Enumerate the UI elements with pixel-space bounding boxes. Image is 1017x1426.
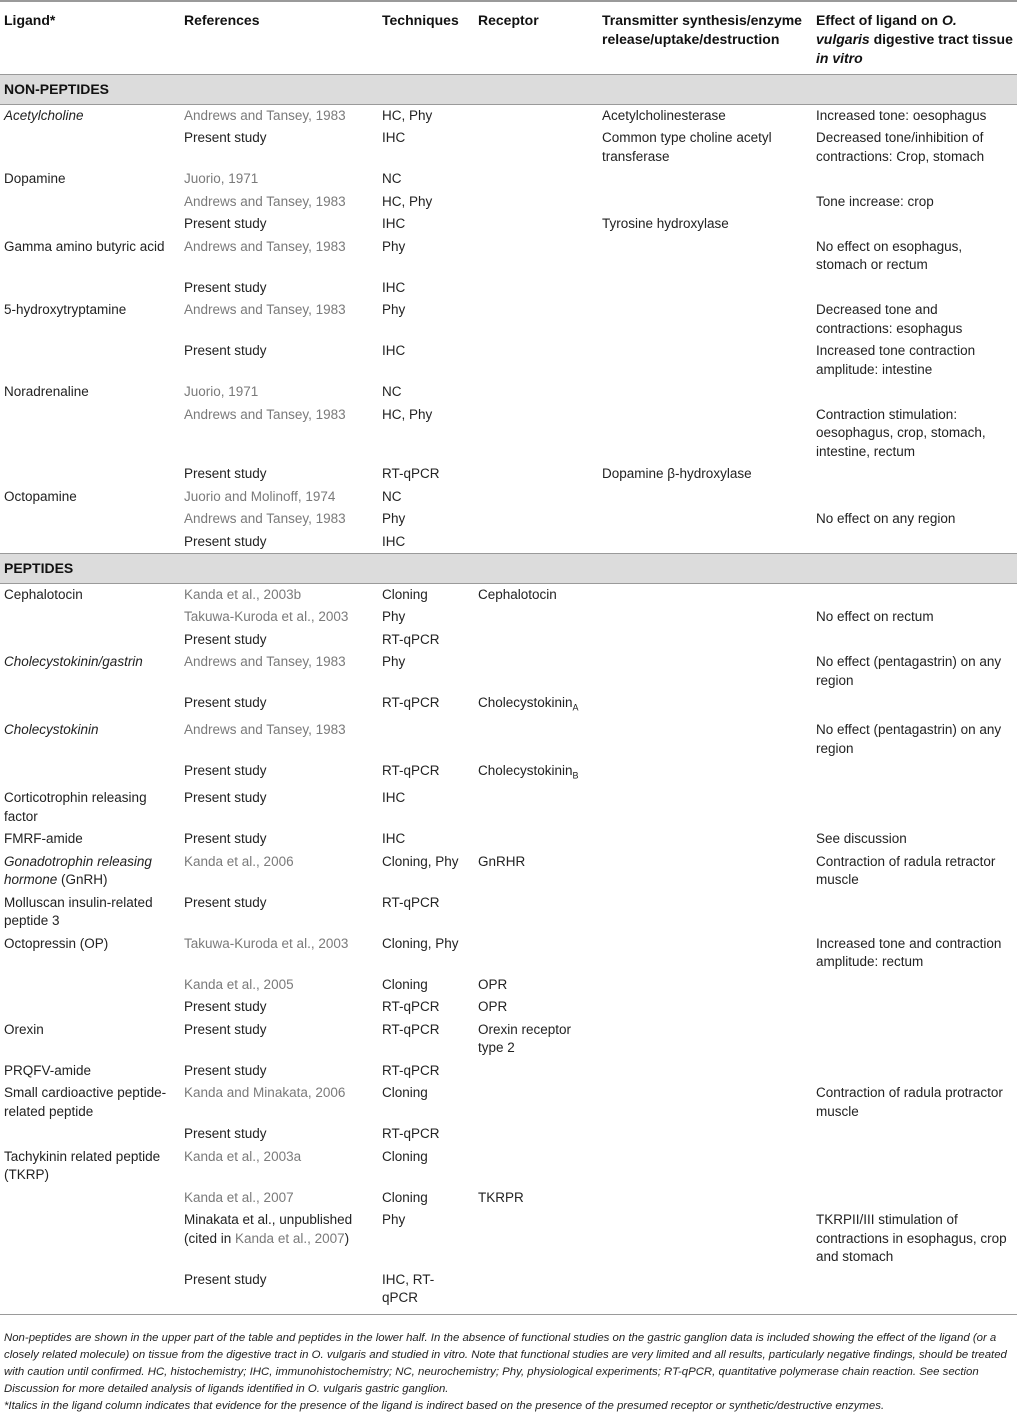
table-row	[0, 1123, 1017, 1146]
ligand-cell	[0, 213, 180, 236]
technique-cell: Cloning	[382, 1085, 428, 1101]
transmitter-cell	[598, 1019, 812, 1060]
receptor-cell	[474, 404, 598, 464]
technique-cell: IHC, RT-qPCR	[378, 1269, 474, 1315]
reference-cell: Present study	[184, 763, 267, 779]
reference-cell: Andrews and Tansey, 1983	[184, 238, 346, 254]
col-header-transmitter: Transmitter synthesis/enzyme release/uptake/destruction	[602, 12, 802, 47]
effect-cell	[812, 760, 1017, 787]
receptor-cell	[474, 1082, 598, 1123]
transmitter-cell	[598, 583, 812, 606]
technique-cell: NC	[382, 488, 402, 504]
reference-cell: Minakata et al., unpublished (cited in Kanda et al., 2007)	[184, 1212, 353, 1246]
ligand-cell	[0, 277, 180, 300]
receptor-cell: Cholecystokinin$_A$	[478, 695, 579, 713]
reference-cell: Present study	[180, 1269, 378, 1315]
technique-cell	[378, 719, 474, 760]
technique-cell: RT-qPCR	[382, 1126, 440, 1142]
ligand-cell	[0, 463, 180, 486]
footnote-abbreviations: Non-peptides are shown in the upper part of the table and peptides in the lower half. In the absence of functional studies on the gastric ganglion data is included showing the effect of the ligand (or a closely related molecule) on tissue from the digestive tract in O. vulgaris and studied in vitro. Note that functional studies are very limited and all results, particularly negative findings, should be treated with caution until confirmed. HC, histochemistry; IHC, immunohistochemistry; NC, neurochemistry; Phy, physiological experiments; RT-qPCR, quantitative polymerase chain reaction. See section Discussion for more detailed analysis of ligands identified in O. vulgaris gastric ganglion.	[4, 1332, 1007, 1395]
table-row	[0, 531, 1017, 554]
reference-cell: Andrews and Tansey, 1983	[184, 406, 346, 422]
table-row	[0, 104, 1017, 127]
reference-cell: Juorio, 1971	[184, 171, 259, 186]
ligand-cell: Dopamine	[4, 171, 66, 186]
reference-cell: Present study	[184, 216, 267, 231]
effect-cell: No effect (pentagastrin) on any region	[816, 654, 1002, 688]
table-row	[0, 1082, 1017, 1123]
technique-cell: RT-qPCR	[382, 466, 440, 481]
ligand-cell	[0, 340, 180, 381]
receptor-cell: Cephalotocin	[478, 586, 557, 602]
reference-cell: Kanda et al., 2003a	[184, 1148, 302, 1164]
effect-cell	[812, 996, 1017, 1019]
technique-cell: RT-qPCR	[382, 631, 440, 647]
technique-cell: Phy	[382, 238, 406, 254]
receptor-cell: Cholecystokinin$_B$	[478, 763, 579, 781]
reference-cell: Present study	[184, 279, 267, 295]
reference-cell: Juorio, 1971	[184, 384, 259, 399]
effect-cell	[812, 381, 1017, 404]
col-header-references: References	[184, 12, 260, 28]
technique-cell: NC	[382, 171, 402, 186]
transmitter-cell: Tyrosine hydroxylase	[602, 216, 729, 231]
receptor-cell	[474, 1146, 598, 1187]
transmitter-cell	[598, 531, 812, 554]
ligand-cell: Orexin	[4, 1021, 44, 1037]
technique-cell: RT-qPCR	[382, 695, 440, 710]
receptor-cell	[474, 381, 598, 404]
transmitter-cell	[598, 996, 812, 1019]
effect-cell: Increased tone: oesophagus	[816, 107, 987, 123]
ligand-cell	[0, 404, 180, 464]
transmitter-cell	[598, 651, 812, 692]
receptor-cell	[474, 299, 598, 340]
table-row	[0, 1187, 1017, 1210]
reference-cell: Present study	[184, 343, 267, 358]
reference-cell: Andrews and Tansey, 1983	[184, 722, 346, 738]
technique-cell: Phy	[382, 654, 406, 669]
ligand-cell	[0, 606, 180, 629]
effect-cell: Increased tone contraction amplitude: intestine	[816, 343, 976, 377]
reference-cell: Kanda and Minakata, 2006	[184, 1085, 346, 1101]
effect-cell	[812, 974, 1017, 997]
receptor-cell	[474, 508, 598, 531]
technique-cell: IHC	[382, 343, 406, 358]
reference-cell: Present study	[184, 1021, 267, 1037]
reference-cell: Present study	[184, 1062, 267, 1078]
ligand-cell	[0, 127, 180, 168]
ligand-cell	[0, 191, 180, 214]
table-row	[0, 651, 1017, 692]
table-row	[0, 1146, 1017, 1187]
effect-cell: Contraction of radula protractor muscle	[816, 1085, 1003, 1119]
technique-cell: RT-qPCR	[382, 1021, 440, 1037]
transmitter-cell	[598, 404, 812, 464]
receptor-cell	[474, 1269, 598, 1315]
section-peptides	[0, 554, 1017, 584]
receptor-cell	[474, 127, 598, 168]
technique-cell: Cloning	[382, 1189, 428, 1205]
effect-cell	[812, 168, 1017, 191]
technique-cell: HC, Phy	[382, 193, 433, 209]
technique-cell: IHC	[382, 831, 406, 847]
technique-cell: IHC	[382, 130, 406, 145]
effect-cell	[812, 486, 1017, 509]
table-header-row	[0, 1, 1017, 75]
receptor-cell	[474, 892, 598, 933]
effect-cell	[812, 213, 1017, 236]
effect-cell: Tone increase: crop	[816, 193, 934, 209]
receptor-cell: Orexin receptor type 2	[478, 1021, 572, 1056]
effect-cell: No effect on esophagus, stomach or rectum	[816, 238, 963, 272]
ligand-cell: Gonadotrophin releasing hormone (GnRH)	[4, 853, 152, 888]
table-row	[0, 583, 1017, 606]
table-row	[0, 1209, 1017, 1269]
technique-cell: NC	[382, 384, 402, 399]
ligand-cell	[0, 508, 180, 531]
transmitter-cell	[598, 1187, 812, 1210]
ligand-cell: Octopamine	[4, 488, 77, 504]
col-header-effect: Effect of ligand on O. vulgaris digestive tract tissue in vitro	[816, 12, 1013, 66]
transmitter-cell	[598, 1269, 812, 1315]
receptor-cell	[474, 1209, 598, 1269]
effect-cell: No effect on any region	[816, 511, 956, 526]
transmitter-cell	[598, 828, 812, 851]
ligand-cell	[0, 692, 180, 719]
technique-cell: Phy	[382, 302, 406, 317]
table-row	[0, 1019, 1017, 1060]
table-row	[0, 191, 1017, 214]
technique-cell: HC, Phy	[382, 406, 433, 422]
receptor-cell	[474, 191, 598, 214]
technique-cell: IHC	[382, 279, 406, 295]
table-row	[0, 787, 1017, 828]
transmitter-cell	[598, 1146, 812, 1187]
table-row	[0, 692, 1017, 719]
effect-cell	[812, 1187, 1017, 1210]
ligand-cell: PRQFV-amide	[4, 1062, 92, 1078]
table-row	[0, 340, 1017, 381]
transmitter-cell	[598, 851, 812, 892]
receptor-cell: OPR	[478, 976, 508, 992]
transmitter-cell	[598, 974, 812, 997]
receptor-cell	[474, 787, 598, 828]
transmitter-cell	[598, 191, 812, 214]
ligand-cell: Molluscan insulin-related peptide 3	[4, 894, 153, 929]
table-row	[0, 277, 1017, 300]
receptor-cell	[474, 606, 598, 629]
effect-cell	[812, 892, 1017, 933]
ligand-cell: Gamma amino butyric acid	[4, 238, 165, 254]
receptor-cell	[474, 719, 598, 760]
section-title: NON-PEPTIDES	[0, 75, 1017, 105]
effect-cell	[812, 277, 1017, 300]
reference-cell: Present study	[184, 790, 267, 806]
technique-cell: Cloning	[382, 1148, 428, 1164]
effect-cell: Decreased tone and contractions: esophagus	[816, 302, 963, 336]
transmitter-cell	[598, 508, 812, 531]
transmitter-cell	[598, 340, 812, 381]
technique-cell: IHC	[382, 790, 406, 806]
technique-cell: Cloning	[382, 976, 428, 992]
table-row	[0, 760, 1017, 787]
effect-cell: Increased tone and contraction amplitude: rectum	[816, 935, 1002, 970]
technique-cell: Cloning	[382, 586, 428, 602]
ligand-cell	[0, 996, 180, 1019]
ligand-cell	[0, 974, 180, 997]
receptor-cell	[474, 531, 598, 554]
reference-cell: Andrews and Tansey, 1983	[184, 654, 346, 669]
col-header-techniques: Techniques	[382, 12, 459, 28]
ligand-cell: FMRF-amide	[4, 831, 83, 847]
effect-cell: Decreased tone/inhibition of contractions: Crop, stomach	[816, 130, 985, 164]
table-row	[0, 1060, 1017, 1083]
receptor-cell	[474, 933, 598, 974]
transmitter-cell	[598, 629, 812, 652]
table-row	[0, 828, 1017, 851]
receptor-cell: TKRPR	[478, 1189, 524, 1205]
table-row	[0, 606, 1017, 629]
table-row	[0, 933, 1017, 974]
effect-cell	[812, 1269, 1017, 1315]
transmitter-cell	[598, 892, 812, 933]
transmitter-cell	[598, 760, 812, 787]
reference-cell: Present study	[184, 466, 267, 481]
transmitter-cell	[598, 277, 812, 300]
ligand-cell: Acetylcholine	[4, 107, 84, 123]
transmitter-cell: Common type choline acetyl transferase	[602, 130, 772, 164]
technique-cell: RT-qPCR	[382, 894, 440, 910]
technique-cell: RT-qPCR	[382, 763, 440, 779]
ligand-cell: Cholecystokinin/gastrin	[4, 654, 143, 669]
effect-cell	[812, 463, 1017, 486]
technique-cell: Cloning, Phy	[382, 853, 459, 869]
effect-cell	[812, 583, 1017, 606]
reference-cell: Takuwa-Kuroda et al., 2003	[184, 609, 349, 624]
footnote-italics: *Italics in the ligand column indicates that evidence for the presence of the ligand is indirect based on the presence of the presumed receptor or synthetic/destructive enzymes.	[4, 1400, 885, 1412]
effect-cell: Contraction of radula retractor muscle	[816, 853, 996, 888]
table-row	[0, 892, 1017, 933]
effect-cell: No effect (pentagastrin) on any region	[816, 722, 1002, 756]
effect-cell: TKRPII/III stimulation of contractions in esophagus, crop and stomach	[816, 1212, 1007, 1265]
reference-cell: Juorio and Molinoff, 1974	[184, 488, 336, 504]
receptor-cell	[474, 168, 598, 191]
effect-cell	[812, 1146, 1017, 1187]
receptor-cell	[474, 463, 598, 486]
effect-cell	[812, 629, 1017, 652]
ligand-cell: Corticotrophin releasing factor	[4, 790, 147, 824]
ligand-cell	[0, 760, 180, 787]
reference-cell: Present study	[184, 533, 267, 549]
table-row	[0, 168, 1017, 191]
transmitter-cell	[598, 933, 812, 974]
ligand-cell	[0, 1187, 180, 1210]
reference-cell: Andrews and Tansey, 1983	[184, 107, 346, 123]
technique-cell: Cloning, Phy	[382, 935, 459, 951]
transmitter-cell	[598, 168, 812, 191]
transmitter-cell	[598, 1209, 812, 1269]
technique-cell: Phy	[382, 1212, 406, 1228]
col-header-ligand: Ligand*	[4, 12, 56, 28]
reference-cell: Kanda et al., 2005	[184, 976, 294, 992]
transmitter-cell	[598, 1082, 812, 1123]
ligand-cell	[0, 629, 180, 652]
receptor-cell	[474, 104, 598, 127]
effect-cell	[812, 1060, 1017, 1083]
technique-cell: RT-qPCR	[382, 1062, 440, 1078]
effect-cell: See discussion	[816, 831, 907, 847]
effect-cell	[812, 1019, 1017, 1060]
table-footnotes	[0, 1330, 1017, 1415]
reference-cell: Present study	[184, 999, 267, 1015]
ligand-cell	[0, 1209, 180, 1269]
effect-cell	[812, 692, 1017, 719]
reference-cell: Andrews and Tansey, 1983	[184, 511, 346, 526]
table-row	[0, 996, 1017, 1019]
reference-cell: Takuwa-Kuroda et al., 2003	[184, 935, 349, 951]
effect-cell: Contraction stimulation: oesophagus, crop, stomach, intestine, rectum	[816, 406, 986, 459]
technique-cell: Phy	[382, 609, 406, 624]
section-title: PEPTIDES	[0, 554, 1017, 584]
table-row	[0, 719, 1017, 760]
ligand-cell: Noradrenaline	[4, 384, 89, 399]
transmitter-cell	[598, 299, 812, 340]
reference-cell: Andrews and Tansey, 1983	[184, 193, 346, 209]
ligand-cell: Octopressin (OP)	[4, 935, 109, 951]
table-row	[0, 629, 1017, 652]
table-row	[0, 127, 1017, 168]
transmitter-cell	[598, 236, 812, 277]
table-row	[0, 974, 1017, 997]
receptor-cell	[474, 1123, 598, 1146]
table-row	[0, 463, 1017, 486]
transmitter-cell: Dopamine β-hydroxylase	[602, 466, 752, 481]
receptor-cell	[474, 277, 598, 300]
transmitter-cell	[598, 787, 812, 828]
reference-cell: Present study	[184, 1126, 267, 1142]
table-row	[0, 486, 1017, 509]
transmitter-cell	[598, 1060, 812, 1083]
reference-cell: Present study	[184, 631, 267, 647]
ligand-cell	[0, 1123, 180, 1146]
table-row	[0, 508, 1017, 531]
ligand-cell	[0, 531, 180, 554]
transmitter-cell	[598, 486, 812, 509]
reference-cell: Kanda et al., 2003b	[184, 586, 302, 602]
transmitter-cell: Acetylcholinesterase	[602, 107, 726, 123]
receptor-cell	[474, 1060, 598, 1083]
table-row	[0, 404, 1017, 464]
reference-cell: Present study	[184, 831, 267, 847]
reference-cell: Present study	[184, 695, 267, 710]
transmitter-cell	[598, 719, 812, 760]
table-row	[0, 236, 1017, 277]
receptor-cell	[474, 828, 598, 851]
table-row	[0, 1269, 1017, 1315]
ligand-cell: Cephalotocin	[4, 586, 83, 602]
receptor-cell	[474, 629, 598, 652]
ligand-cell: 5-hydroxytryptamine	[4, 302, 127, 317]
transmitter-cell	[598, 606, 812, 629]
reference-cell: Kanda et al., 2007	[184, 1189, 294, 1205]
technique-cell: IHC	[382, 533, 406, 549]
ligand-cell: Tachykinin related peptide (TKRP)	[4, 1148, 161, 1183]
effect-cell	[812, 787, 1017, 828]
ligand-cell: Small cardioactive peptide-related peptide	[4, 1085, 167, 1119]
technique-cell: HC, Phy	[382, 107, 433, 123]
effect-cell	[812, 1123, 1017, 1146]
technique-cell: RT-qPCR	[382, 999, 440, 1015]
ligand-cell: Cholecystokinin	[4, 722, 99, 738]
receptor-cell	[474, 236, 598, 277]
transmitter-cell	[598, 1123, 812, 1146]
technique-cell: Phy	[382, 511, 406, 526]
reference-cell: Kanda et al., 2006	[184, 853, 294, 869]
receptor-cell	[474, 486, 598, 509]
table-row	[0, 851, 1017, 892]
reference-cell: Present study	[184, 894, 267, 910]
receptor-cell	[474, 340, 598, 381]
section-nonpeptides	[0, 75, 1017, 105]
reference-cell: Andrews and Tansey, 1983	[184, 302, 346, 317]
ligand-cell	[0, 1269, 180, 1315]
receptor-cell	[474, 651, 598, 692]
transmitter-cell	[598, 692, 812, 719]
effect-cell: No effect on rectum	[816, 609, 934, 624]
table-row	[0, 381, 1017, 404]
receptor-cell: OPR	[478, 999, 508, 1015]
transmitter-cell	[598, 381, 812, 404]
receptor-cell: GnRHR	[478, 853, 526, 869]
table-row	[0, 213, 1017, 236]
table-row	[0, 299, 1017, 340]
technique-cell: IHC	[382, 216, 406, 231]
col-header-receptor: Receptor	[478, 12, 539, 28]
receptor-cell	[474, 213, 598, 236]
effect-cell	[812, 531, 1017, 554]
reference-cell: Present study	[184, 130, 267, 145]
